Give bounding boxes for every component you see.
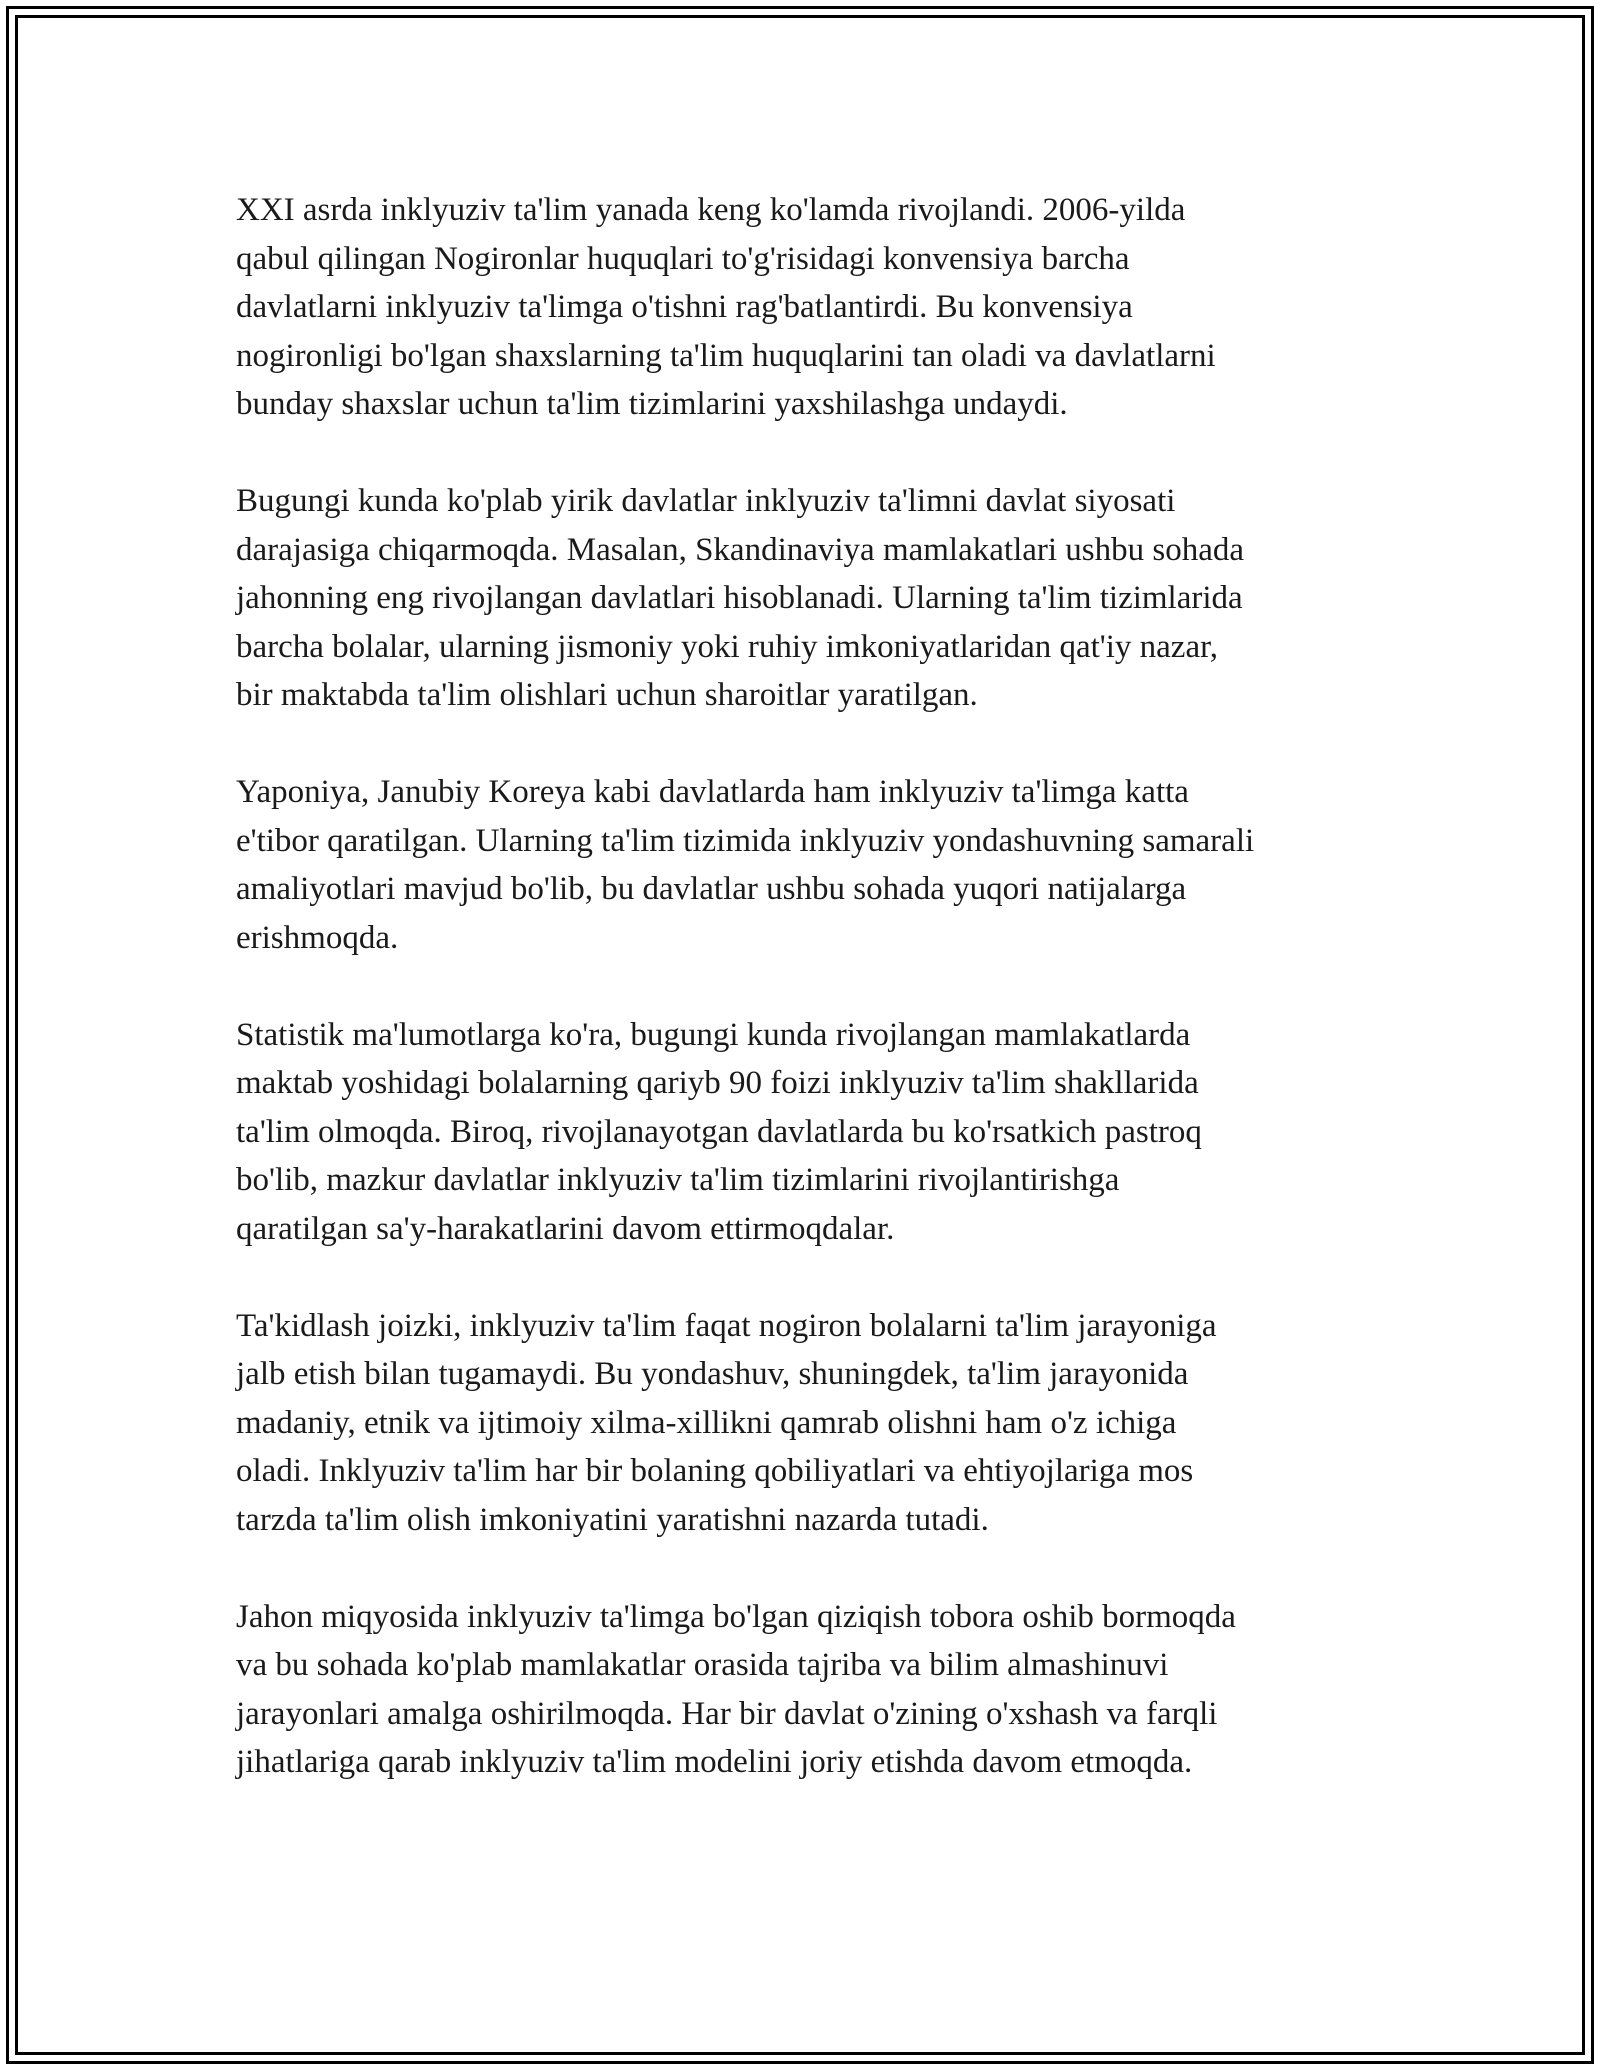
paragraph-3: Yaponiya, Janubiy Koreya kabi davlatlarda ham inklyuziv ta'limga katta e'tibor qaratilgan. Ularning ta'lim tizimida inklyuziv yondashuvning samarali amaliyotlari mavjud bo'lib, bu davlatlar ushbu sohada yuqori natijalarga erishmoqda.: [236, 774, 1255, 956]
paragraph-5: Ta'kidlash joizki, inklyuziv ta'lim faqat nogiron bolalarni ta'lim jarayoniga jalb etish bilan tugamaydi. Bu yondashuv, shuningdek, ta'lim jarayonida madaniy, etnik va ijtimoiy xilma-xillikni qamrab olishni ham o'z ichiga oladi. Inklyuziv ta'lim har bir bolaning qobiliyatlari va ehtiyojlariga mos tarzda ta'lim olish imkoniyatini yaratishni nazarda tutadi.: [236, 1307, 1217, 1538]
paragraph-1: XXI asrda inklyuziv ta'lim yanada keng ko'lamda rivojlandi. 2006-yilda qabul qilingan Nogironlar huquqlari to'g'risidagi konvensiya barcha davlatlarni inklyuziv ta'limga o'tishni rag'batlantirdi. Bu konvensiya nogironligi bo'lgan shaxslarning ta'lim huquqlarini tan oladi va davlatlarni bunday shaxslar uchun ta'lim tizimlarini yaxshilashga undaydi.: [236, 192, 1216, 422]
paragraph-6: Jahon miqyosida inklyuziv ta'limga bo'lgan qiziqish tobora oshib bormoqda va bu sohada ko'plab mamlakatlar orasida tajriba va bilim almashinuvi jarayonlari amalga oshirilmoqda. Har bir davlat o'zining o'xshash va farqli jihatlariga qarab inklyuziv ta'lim modelini joriy etishda davom etmoqda.: [236, 1598, 1236, 1780]
paragraph-2: Bugungi kunda ko'plab yirik davlatlar inklyuziv ta'limni davlat siyosati darajasiga chiqarmoqda. Masalan, Skandinaviya mamlakatlari ushbu sohada jahonning eng rivojlangan davlatlari hisoblanadi. Ularning ta'lim tizimlarida barcha bolalar, ularning jismoniy yoki ruhiy imkoniyatlaridan qat'iy nazar, bir maktabda ta'lim olishlari uchun sharoitlar yaratilgan.: [236, 483, 1245, 713]
document-body: [236, 186, 1386, 1835]
paragraph-4: Statistik ma'lumotlarga ko'ra, bugungi kunda rivojlangan mamlakatlarda maktab yoshidagi bolalarning qariyb 90 foizi inklyuziv ta'lim shakllarida ta'lim olmoqda. Biroq, rivojlanayotgan davlatlarda bu ko'rsatkich pastroq bo'lib, mazkur davlatlar inklyuziv ta'lim tizimlarini rivojlantirishga qaratilgan sa'y-harakatlarini davom ettirmoqdalar.: [236, 1016, 1202, 1247]
